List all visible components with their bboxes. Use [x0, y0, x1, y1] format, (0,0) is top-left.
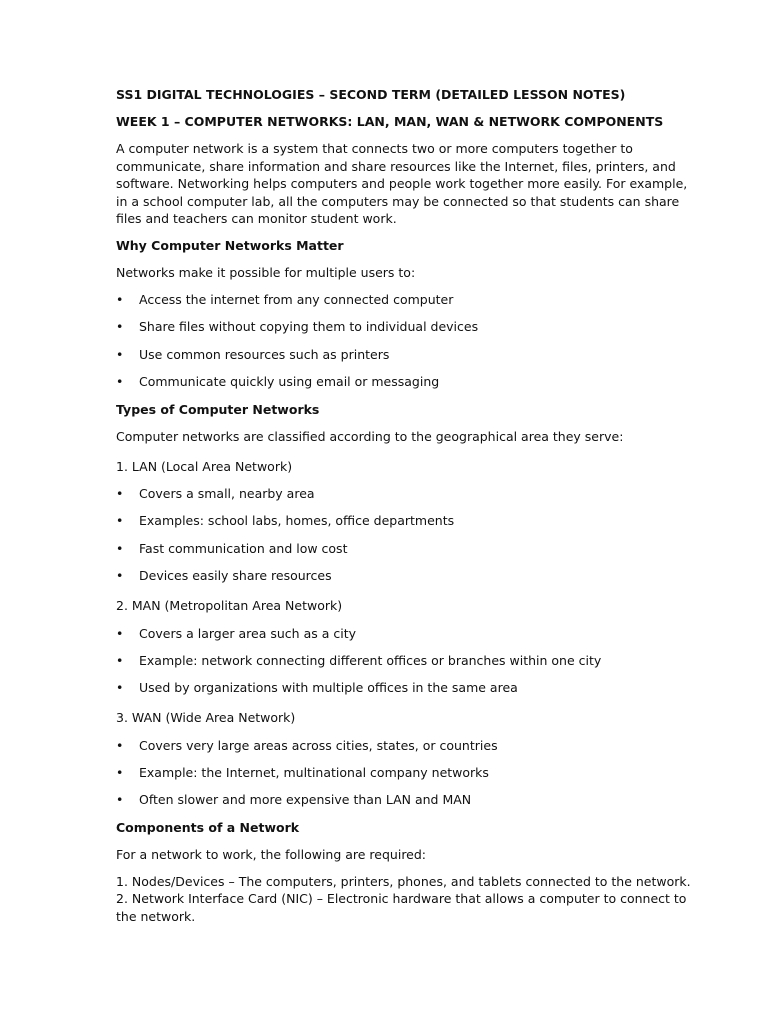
list-item: • Covers a small, nearby area [116, 485, 315, 501]
bullet-icon: • [116, 652, 124, 668]
list-item: • Share files without copying them to individual devices [116, 319, 479, 335]
document-title: SS1 DIGITAL TECHNOLOGIES – SECOND TERM (DETAILED LESSON NOTES) [116, 87, 626, 102]
wan-heading: 3. WAN (Wide Area Network) [116, 710, 296, 726]
list-item: • Covers a larger area such as a city [116, 625, 356, 641]
bullet-icon: • [116, 485, 124, 501]
lan-heading: 1. LAN (Local Area Network) [116, 458, 293, 474]
list-item: • Fast communication and low cost [116, 540, 348, 556]
types-intro: Computer networks are classified according to the geographical area they serve: [116, 428, 624, 444]
types-heading: Types of Computer Networks [116, 401, 320, 417]
bullet-icon: • [116, 319, 124, 335]
bullet-icon: • [116, 792, 124, 808]
list-item: • Communicate quickly using email or messaging [116, 374, 440, 390]
lan-bullet-list [116, 485, 676, 585]
components-heading: Components of a Network [116, 819, 300, 835]
bullet-icon: • [116, 625, 124, 641]
list-item: • Often slower and more expensive than LAN and MAN [116, 792, 472, 808]
bullet-icon: • [116, 346, 124, 362]
man-heading: 2. MAN (Metropolitan Area Network) [116, 598, 343, 614]
list-item: • Used by organizations with multiple offices in the same area [116, 680, 518, 696]
why-bullet-list [116, 291, 676, 391]
components-line: the network. [116, 908, 196, 924]
components-line: 1. Nodes/Devices – The computers, printers, phones, and tablets connected to the network. [116, 873, 691, 889]
list-item: • Access the internet from any connected computer [116, 292, 454, 307]
bullet-icon: • [116, 765, 124, 781]
intro-line: files and teachers can monitor student work. [116, 211, 397, 226]
list-item: • Covers very large areas across cities, states, or countries [116, 737, 498, 753]
list-item: • Use common resources such as printers [116, 346, 390, 362]
components-paragraph [116, 873, 691, 926]
why-heading: Why Computer Networks Matter [116, 238, 344, 253]
bullet-icon: • [116, 513, 124, 529]
document-page [116, 86, 691, 925]
bullet-icon: • [116, 680, 124, 696]
wan-bullet-list [116, 737, 676, 809]
intro-paragraph [116, 140, 688, 228]
list-item: • Example: the Internet, multinational company networks [116, 765, 489, 781]
bullet-icon: • [116, 540, 124, 556]
bullet-icon: • [116, 568, 124, 584]
intro-line: software. Networking helps computers and people work together more easily. For example, [116, 176, 688, 191]
list-item: • Devices easily share resources [116, 568, 332, 584]
list-item: • Example: network connecting different offices or branches within one city [116, 652, 602, 668]
bullet-icon: • [116, 737, 124, 753]
list-item: • Examples: school labs, homes, office departments [116, 513, 455, 529]
man-bullet-list [116, 625, 676, 697]
intro-line: in a school computer lab, all the computers may be connected so that students can share [116, 193, 680, 209]
why-intro: Networks make it possible for multiple users to: [116, 265, 416, 280]
intro-line: A computer network is a system that connects two or more computers together to [116, 141, 633, 156]
bullet-icon: • [116, 292, 124, 307]
week-heading: WEEK 1 – COMPUTER NETWORKS: LAN, MAN, WAN & NETWORK COMPONENTS [116, 114, 664, 129]
components-intro: For a network to work, the following are required: [116, 846, 427, 862]
bullet-icon: • [116, 374, 124, 390]
components-line: 2. Network Interface Card (NIC) – Electronic hardware that allows a computer to connect to [116, 891, 687, 907]
intro-line: communicate, share information and share resources like the Internet, files, printers, and [116, 158, 676, 174]
